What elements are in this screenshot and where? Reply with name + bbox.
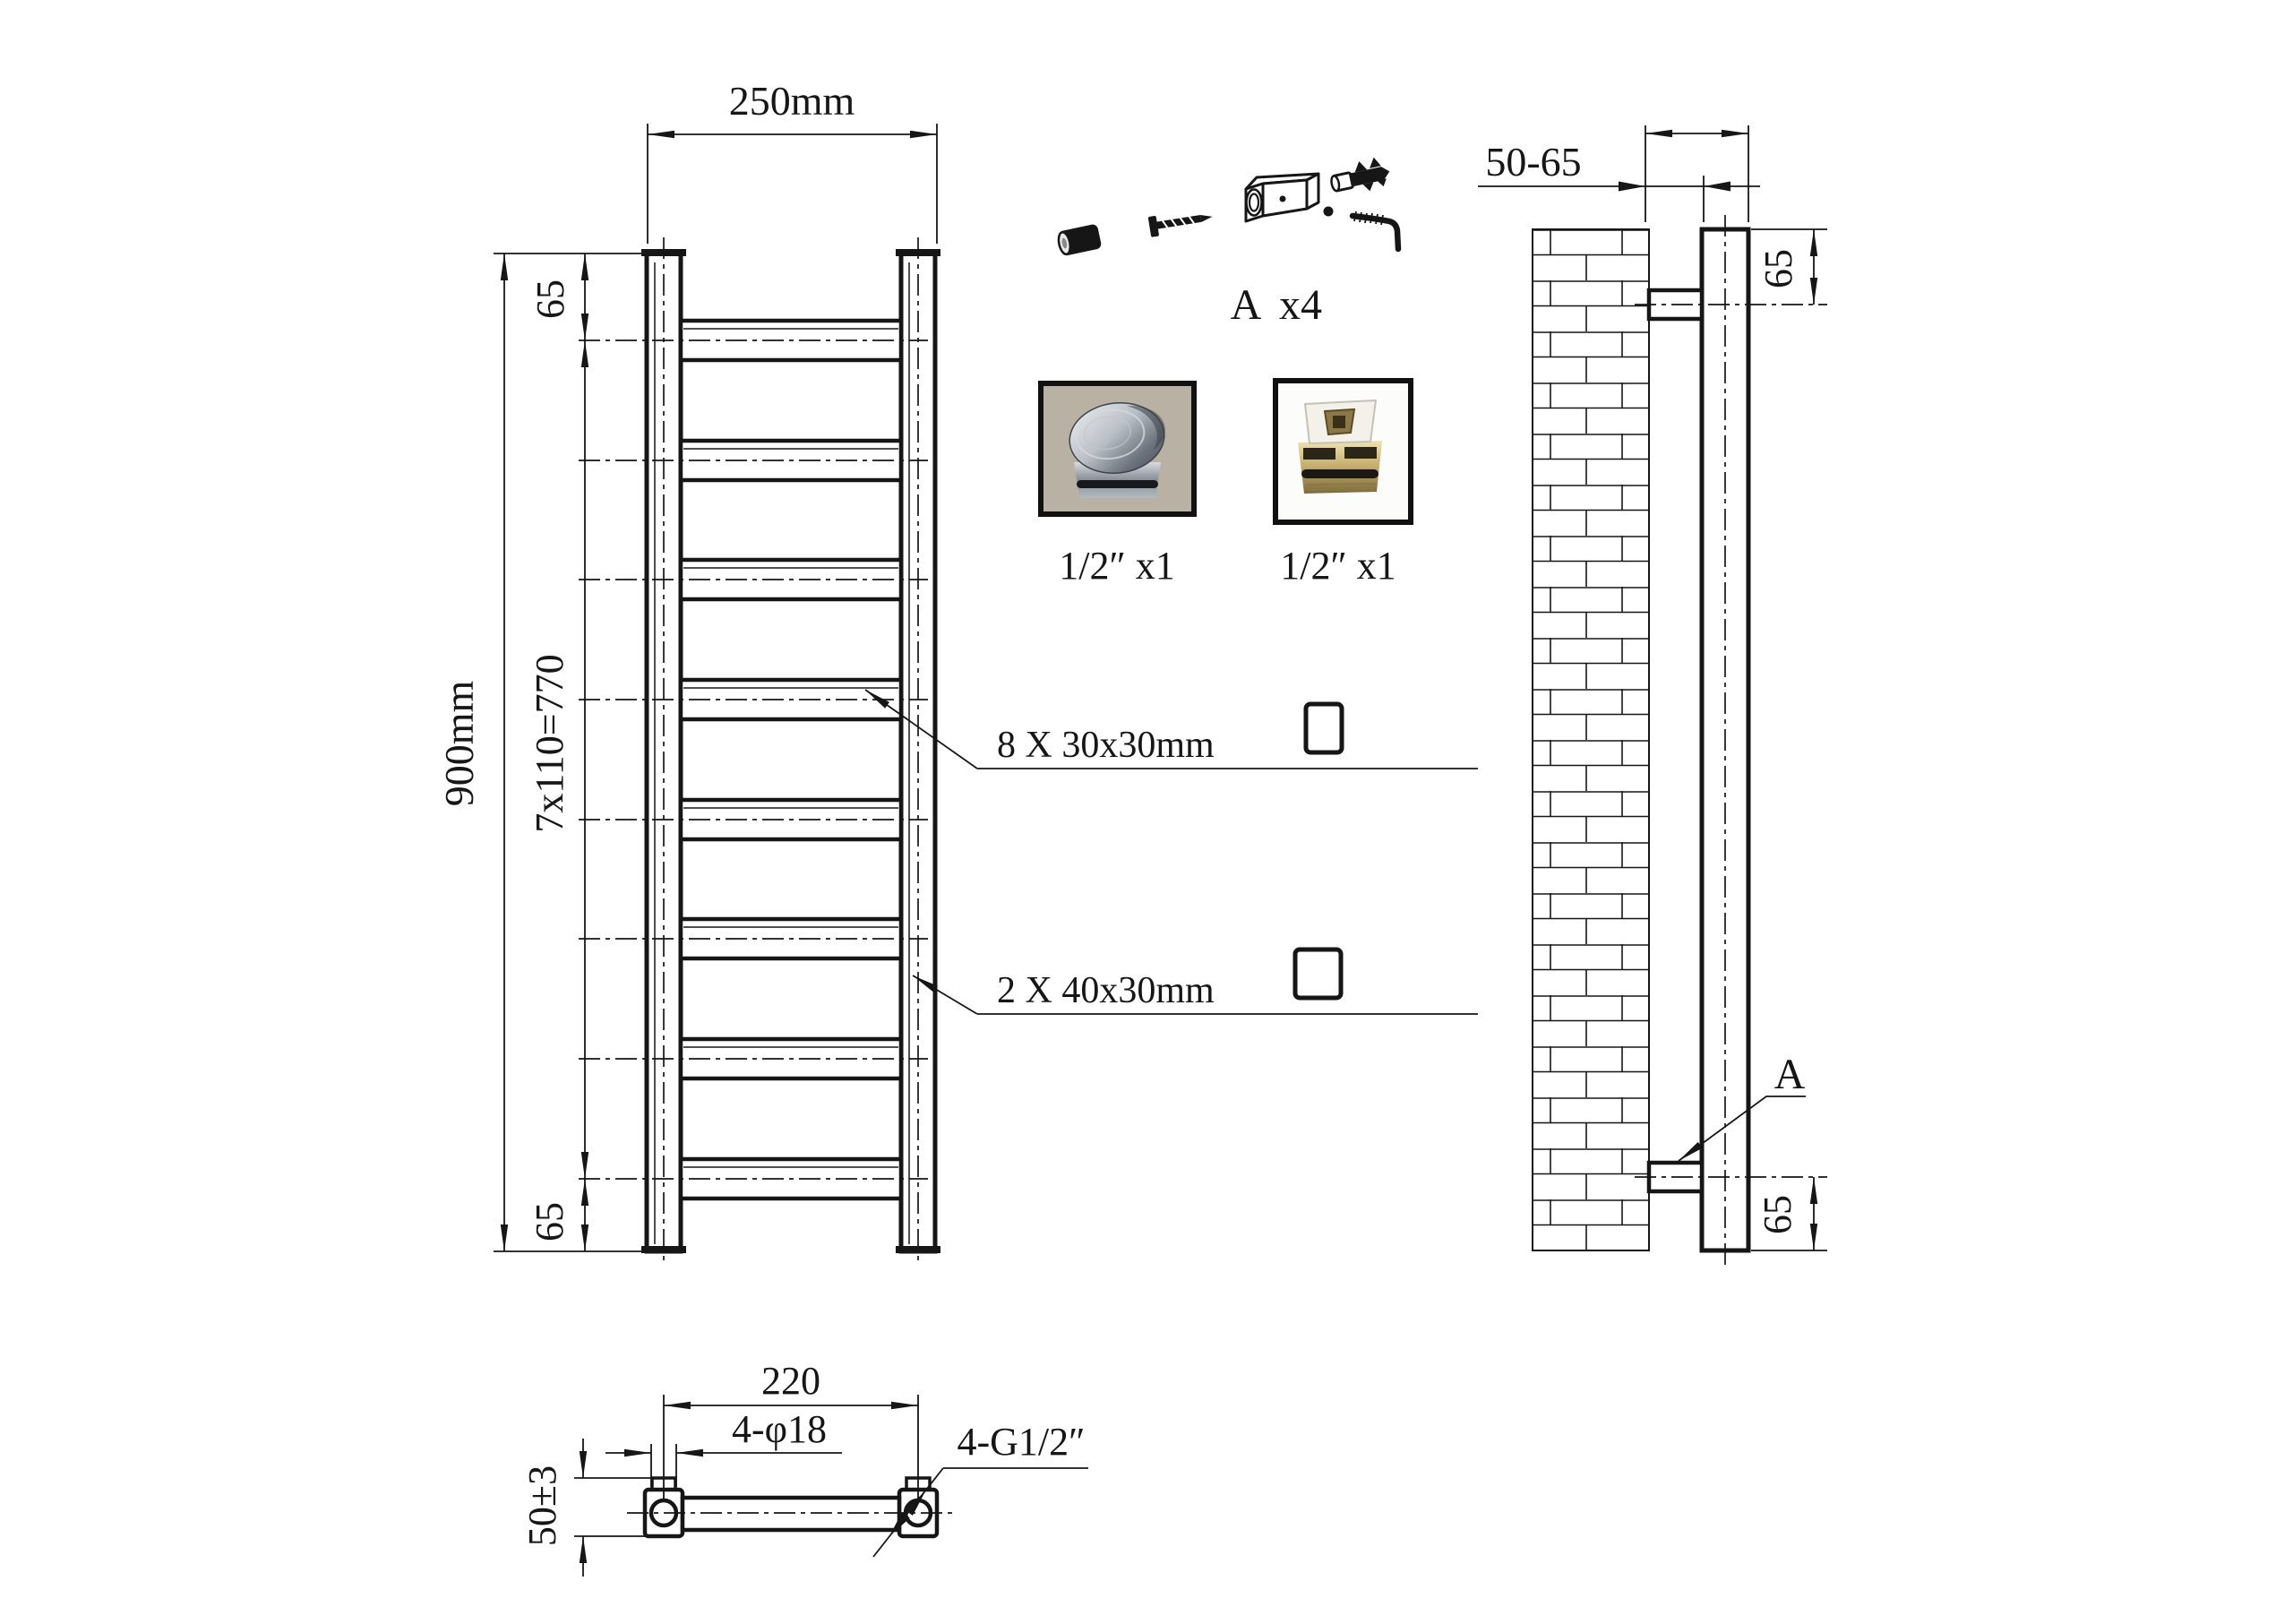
dim-thread-ports-label: 4-G1/2″ bbox=[957, 1420, 1086, 1464]
air-vent-photo bbox=[1275, 381, 1411, 588]
dim-rung-spacing-label: 7x110=770 bbox=[528, 654, 571, 833]
rung-profile-label: 8 X 30x30mm bbox=[997, 725, 1215, 766]
ball-icon bbox=[1324, 207, 1334, 217]
dim-bottom-offset-label: 65 bbox=[528, 1202, 571, 1242]
side-top-offset-label: 65 bbox=[1756, 249, 1800, 288]
cap-fitting-icon bbox=[1057, 224, 1103, 257]
bottom-tube bbox=[683, 1498, 899, 1530]
front-view bbox=[436, 78, 940, 1263]
dim-height-label: 900mm bbox=[436, 680, 482, 807]
hardware-kit bbox=[1057, 155, 1398, 329]
dim-top-offset-label: 65 bbox=[528, 279, 572, 319]
bracket-block-icon bbox=[1246, 174, 1318, 221]
bracket-ref-label: A bbox=[1773, 1051, 1806, 1098]
bottom-view bbox=[520, 1359, 1088, 1577]
wall bbox=[1533, 229, 1649, 1250]
rungs bbox=[681, 321, 901, 1199]
air-vent-label: 1/2″ x1 bbox=[1280, 544, 1396, 588]
post-profile-label: 2 X 40x30mm bbox=[997, 970, 1215, 1011]
profile-callouts bbox=[865, 690, 1478, 1014]
screw-icon bbox=[1148, 207, 1215, 237]
dim-port-spacing-label: 220 bbox=[761, 1359, 820, 1403]
side-view bbox=[1478, 125, 1827, 1265]
dim-wall-distance-label: 50-65 bbox=[1485, 139, 1582, 185]
kit-letter-label: A bbox=[1230, 281, 1262, 329]
kit-count-label: x4 bbox=[1279, 281, 1322, 329]
blank-plug-label: 1/2″ x1 bbox=[1059, 544, 1175, 588]
rung-profile-square bbox=[1306, 704, 1342, 752]
dim-depth-label: 50±3 bbox=[520, 1465, 564, 1547]
blank-plug-photo bbox=[1041, 383, 1194, 588]
side-bottom-offset-label: 65 bbox=[1756, 1195, 1799, 1234]
dim-width-label: 250mm bbox=[728, 78, 855, 124]
allen-key-icon bbox=[1353, 211, 1398, 249]
post-profile-square bbox=[1295, 949, 1341, 998]
dim-mount-holes-label: 4-φ18 bbox=[731, 1407, 828, 1451]
wall-anchor-icon bbox=[1328, 155, 1393, 199]
